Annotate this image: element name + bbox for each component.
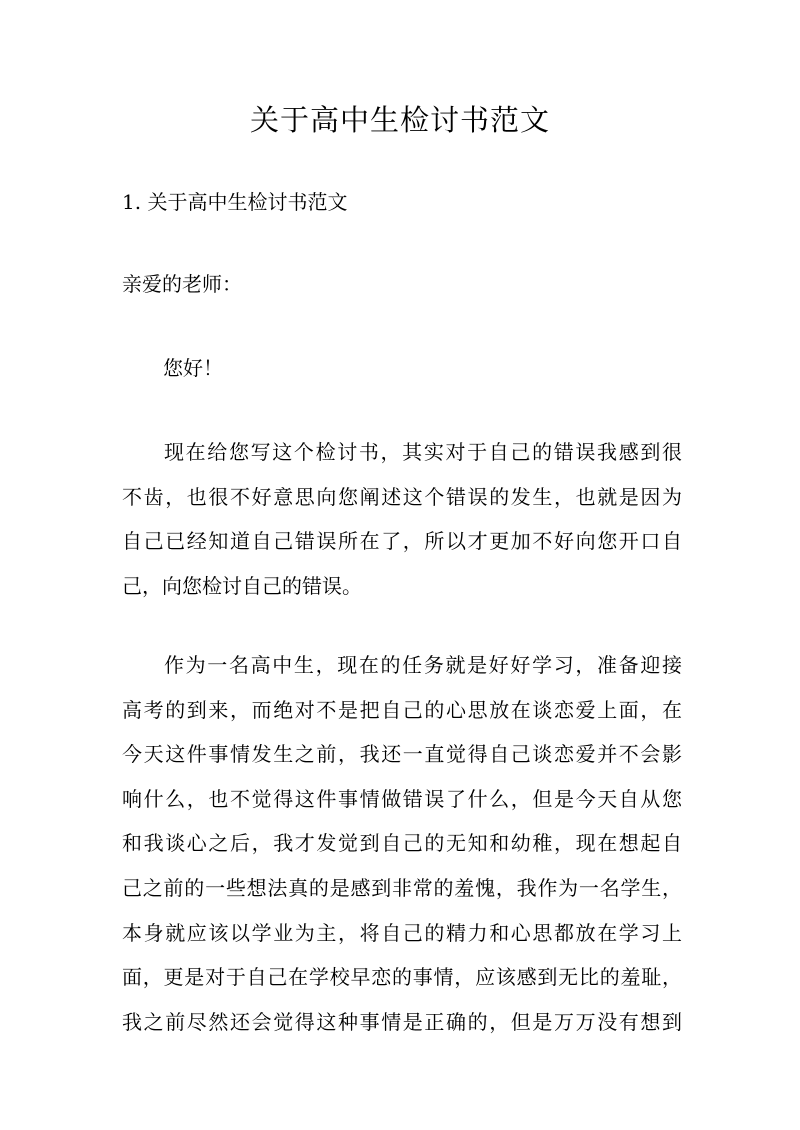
section-heading: 1. 关于高中生检讨书范文 [122, 190, 348, 214]
greeting: 您好！ [163, 356, 223, 380]
paragraph-line: 不齿，也很不好意思向您阐述这个错误的发生，也就是因为 [122, 484, 682, 509]
paragraph-line: 高考的到来，而绝对不是把自己的心思放在谈恋爱上面，在 [122, 697, 682, 722]
document-title: 关于高中生检讨书范文 [249, 103, 550, 137]
paragraph-line: 和我谈心之后，我才发觉到自己的无知和幼稚，现在想起自 [122, 831, 682, 856]
salutation: 亲爱的老师： [122, 272, 242, 296]
paragraph-line: 自己已经知道自己错误所在了，所以才更加不好向您开口自 [122, 529, 682, 554]
paragraph-line: 本身就应该以学业为主，将自己的精力和心思都放在学习上 [122, 920, 682, 945]
paragraph-1 [122, 430, 682, 608]
paragraph-line: 今天这件事情发生之前，我还一直觉得自己谈恋爱并不会影 [122, 742, 682, 767]
paragraph-2 [122, 643, 682, 1044]
paragraph-line: 我之前尽然还会觉得这种事情是正确的，但是万万没有想到 [122, 1009, 682, 1034]
paragraph-line: 响什么，也不觉得这件事情做错误了什么，但是今天自从您 [122, 786, 682, 811]
paragraph-line: 作为一名高中生，现在的任务就是好好学习，准备迎接 [164, 653, 682, 677]
paragraph-line: 现在给您写这个检讨书，其实对于自己的错误我感到很 [164, 440, 682, 464]
paragraph-line: 己之前的一些想法真的是感到非常的羞愧，我作为一名学生， [122, 875, 682, 900]
paragraph-line: 己，向您检讨自己的错误。 [122, 573, 362, 598]
paragraph-line: 面，更是对于自己在学校早恋的事情，应该感到无比的羞耻， [122, 965, 682, 990]
